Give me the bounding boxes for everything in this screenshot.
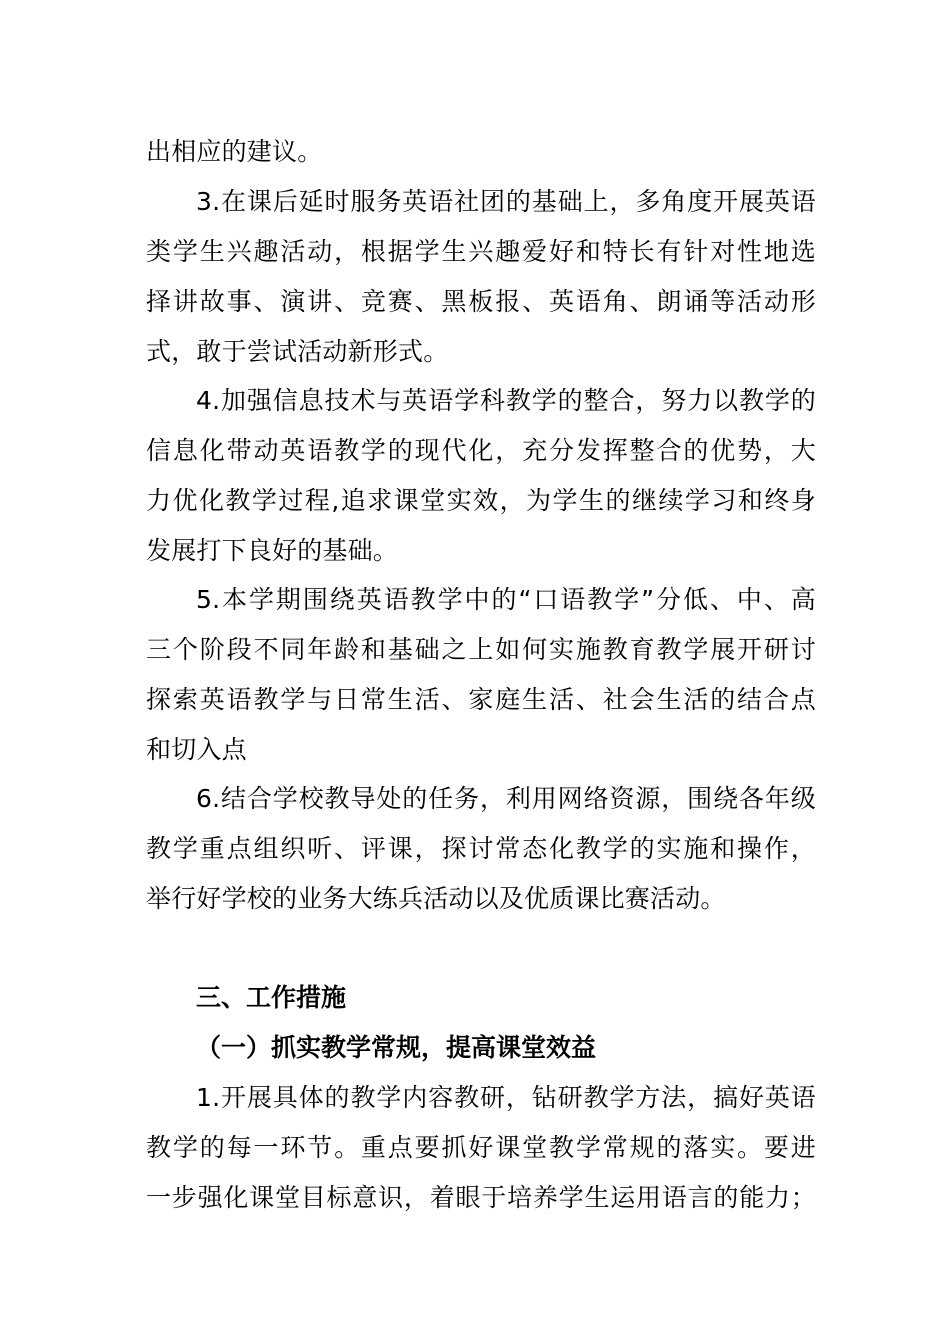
paragraph-line: 三个阶段不同年龄和基础之上如何实施教育教学展开研讨 [146,635,816,664]
paragraph-line: 教学重点组织听、评课，探讨常态化教学的实施和操作， [146,834,816,863]
paragraph-line: 类学生兴趣活动，根据学生兴趣爱好和特长有针对性地选 [146,237,816,266]
sub-heading: （一）抓实教学常规，提高课堂效益 [196,1033,597,1062]
paragraph-line: 4.加强信息技术与英语学科教学的整合，努力以教学的 [196,386,816,415]
paragraph-line: 教学的每一环节。重点要抓好课堂教学常规的落实。要进 [146,1133,816,1162]
paragraph-line: 3.在课后延时服务英语社团的基础上，多角度开展英语 [196,187,816,216]
paragraph-line: 和切入点 [146,735,247,764]
paragraph-line: 式，敢于尝试活动新形式。 [146,337,449,366]
paragraph-line: 探索英语教学与日常生活、家庭生活、社会生活的结合点 [146,685,816,714]
paragraph-line: 出相应的建议。 [146,137,323,166]
paragraph-line: 发展打下良好的基础。 [146,536,399,565]
paragraph-line: 5.本学期围绕英语教学中的“口语教学”分低、中、高 [196,585,816,614]
paragraph-line: 6.结合学校教导处的任务，利用网络资源，围绕各年级 [196,784,816,813]
paragraph-line: 信息化带动英语教学的现代化，充分发挥整合的优势，大 [146,436,816,465]
paragraph-line: 力优化教学过程,追求课堂实效，为学生的继续学习和终身 [146,486,816,515]
paragraph-line: 择讲故事、演讲、竞赛、黑板报、英语角、朗诵等活动形 [146,287,816,316]
section-heading: 三、工作措施 [196,983,347,1012]
paragraph-line: 一步强化课堂目标意识，着眼于培养学生运用语言的能力； [146,1183,816,1212]
paragraph-line: 举行好学校的业务大练兵活动以及优质课比赛活动。 [146,884,726,913]
paragraph-line: 1.开展具体的教学内容教研，钻研教学方法，搞好英语 [196,1083,816,1112]
